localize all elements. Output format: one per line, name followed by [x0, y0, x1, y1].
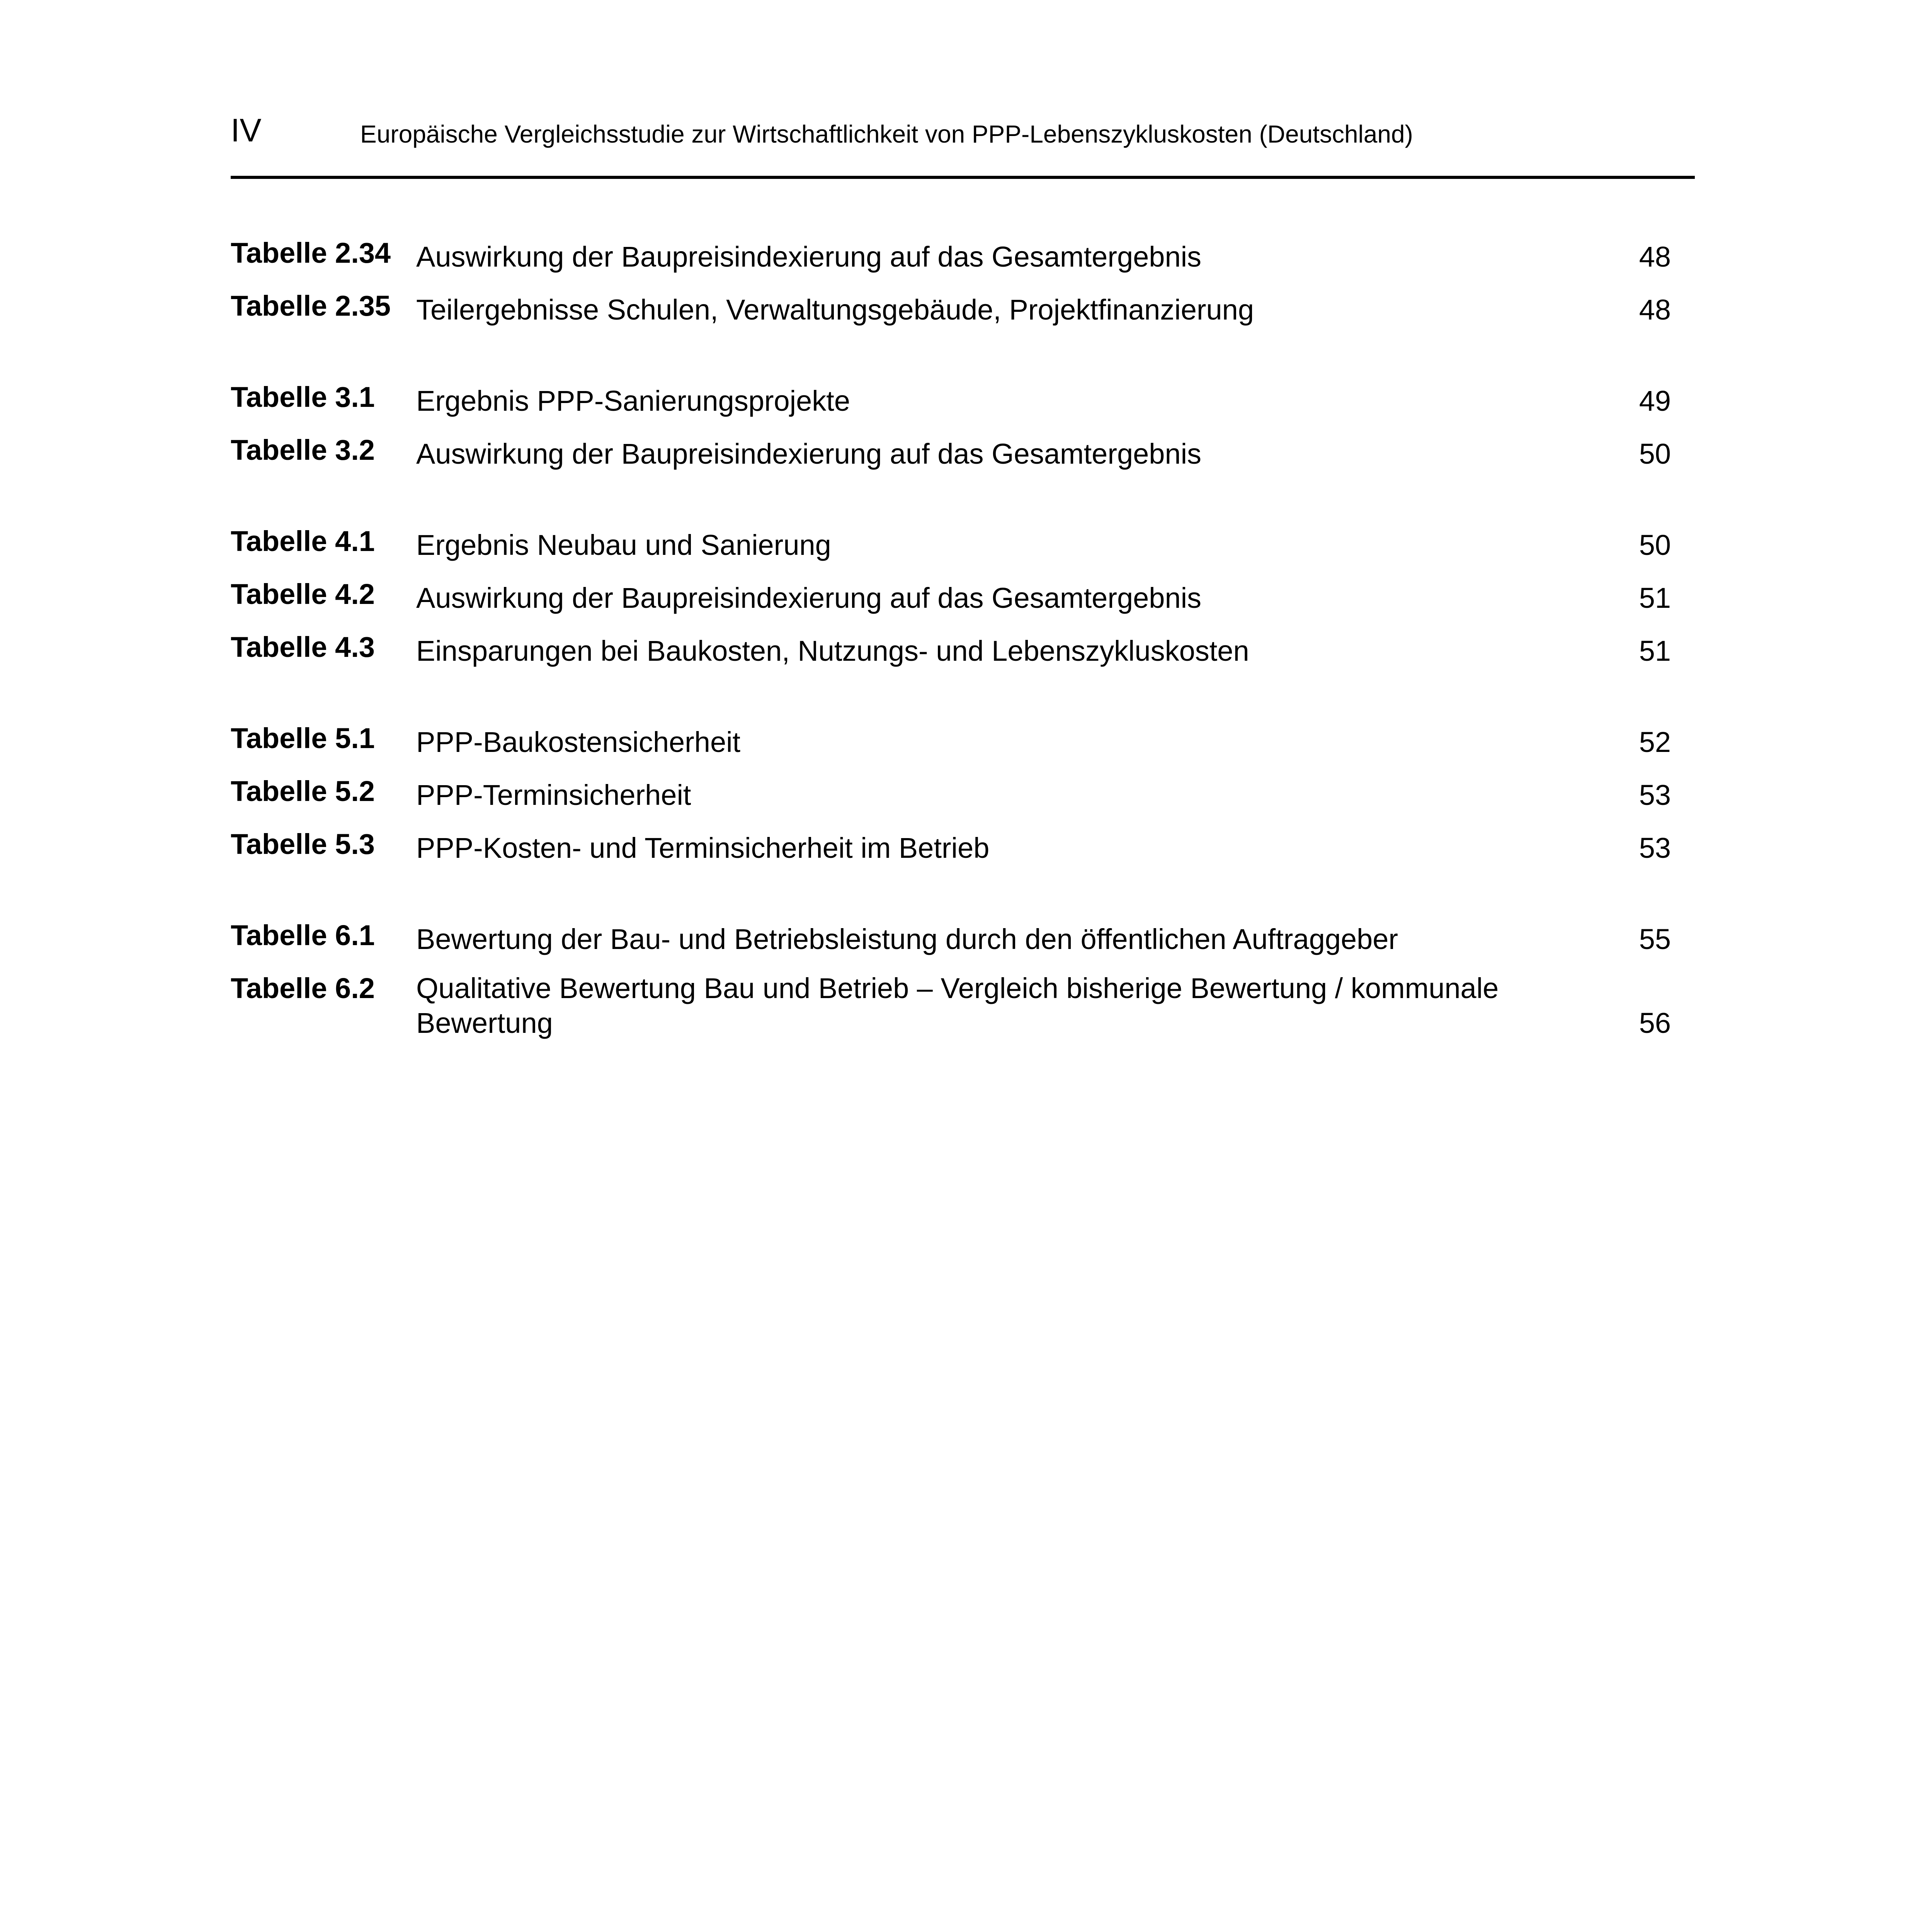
- toc-entry-title: PPP-Kosten- und Terminsicherheit im Betrieb: [416, 832, 990, 864]
- toc-entry[interactable]: [231, 774, 1695, 813]
- toc-group: [231, 380, 1695, 471]
- toc-group: [231, 918, 1695, 1041]
- running-header-title: Europäische Vergleichsstudie zur Wirtschaftlichkeit von PPP-Lebenszykluskosten (Deutschland): [360, 120, 1413, 148]
- toc-entry-title: Auswirkung der Baupreisindexierung auf das Gesamtergebnis: [416, 582, 1202, 614]
- toc-group: [231, 721, 1695, 866]
- toc-entry-label: Tabelle 5.3: [231, 828, 375, 860]
- toc-entry-title: Bewertung der Bau- und Betriebsleistung durch den öffentlichen Auftraggeber: [416, 923, 1398, 955]
- header-divider: [231, 176, 1695, 179]
- toc-entry-title: Einsparungen bei Baukosten, Nutzungs- und Lebenszykluskosten: [416, 635, 1249, 667]
- toc-entry-page-number: 51: [1639, 582, 1671, 614]
- toc-entry-label: Tabelle 4.2: [231, 578, 375, 610]
- toc-entry-title: PPP-Baukostensicherheit: [416, 726, 741, 758]
- toc-entry-title: Qualitative Bewertung Bau und Betrieb – Vergleich bisherige Bewertung / kommunale Bewertung: [416, 972, 1499, 1039]
- toc-entry[interactable]: [231, 918, 1695, 957]
- toc-entry-page-number: 48: [1639, 294, 1671, 326]
- toc-entry-label: Tabelle 4.3: [231, 631, 375, 663]
- toc-entry-label: Tabelle 5.2: [231, 775, 375, 807]
- toc-entry-label: Tabelle 6.1: [231, 919, 375, 951]
- toc-entry-label: Tabelle 3.1: [231, 381, 375, 413]
- toc-entry-page-number: 49: [1639, 385, 1671, 417]
- toc-group: [231, 524, 1695, 668]
- toc-entry-page-number: 51: [1639, 635, 1671, 667]
- toc-entry-label: Tabelle 3.2: [231, 434, 375, 466]
- toc-entry[interactable]: [231, 827, 1695, 866]
- list-of-tables: [231, 236, 1695, 1093]
- toc-entry-title: Ergebnis Neubau und Sanierung: [416, 529, 831, 561]
- toc-entry[interactable]: [231, 524, 1695, 563]
- toc-entry-page-number: 50: [1639, 529, 1671, 561]
- toc-entry[interactable]: [231, 971, 1695, 1041]
- toc-entry[interactable]: [231, 721, 1695, 760]
- toc-entry-label: Tabelle 6.2: [231, 972, 375, 1004]
- toc-entry[interactable]: [231, 289, 1695, 327]
- toc-entry-title: Teilergebnisse Schulen, Verwaltungsgebäude, Projektfinanzierung: [416, 294, 1254, 326]
- toc-entry[interactable]: [231, 577, 1695, 616]
- toc-entry-title: Auswirkung der Baupreisindexierung auf das Gesamtergebnis: [416, 241, 1202, 273]
- page-number: IV: [231, 112, 262, 148]
- toc-entry-label: Tabelle 2.34: [231, 237, 391, 269]
- toc-entry-page-number: 50: [1639, 438, 1671, 470]
- toc-entry[interactable]: [231, 433, 1695, 471]
- toc-entry-page-number: 53: [1639, 779, 1671, 811]
- toc-entry-label: Tabelle 4.1: [231, 525, 375, 557]
- toc-entry[interactable]: [231, 380, 1695, 418]
- toc-entry-label: Tabelle 2.35: [231, 290, 391, 322]
- toc-entry-title: Auswirkung der Baupreisindexierung auf das Gesamtergebnis: [416, 438, 1202, 470]
- toc-entry-page-number: 55: [1639, 923, 1671, 955]
- page-header: [231, 102, 1695, 180]
- toc-entry-title: Ergebnis PPP-Sanierungsprojekte: [416, 385, 850, 417]
- toc-entry-page-number: 52: [1639, 726, 1671, 758]
- toc-entry-page-number: 53: [1639, 832, 1671, 864]
- toc-entry-page-number: 56: [1639, 1007, 1671, 1039]
- toc-entry[interactable]: [231, 630, 1695, 668]
- toc-entry-page-number: 48: [1639, 241, 1671, 273]
- toc-entry-label: Tabelle 5.1: [231, 722, 375, 754]
- toc-group: [231, 236, 1695, 327]
- toc-entry[interactable]: [231, 236, 1695, 274]
- toc-entry-title: PPP-Terminsicherheit: [416, 779, 691, 811]
